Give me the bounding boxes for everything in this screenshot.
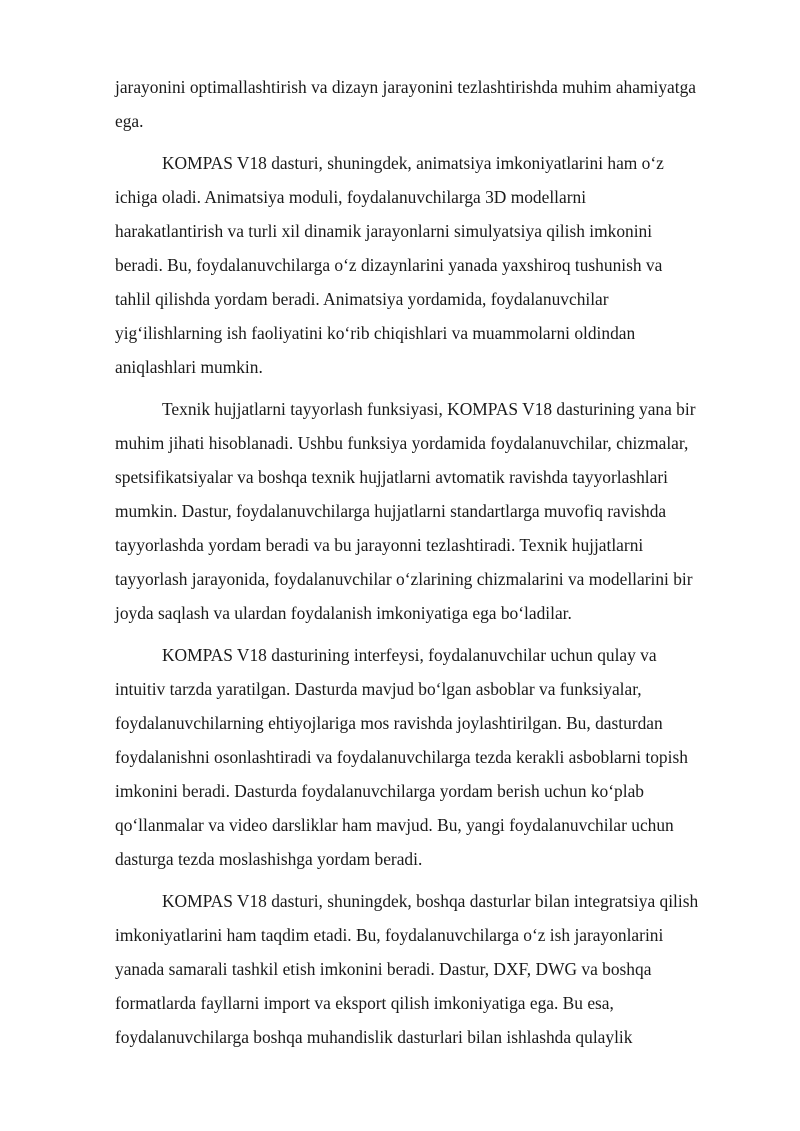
- paragraph-animation: [115, 146, 745, 384]
- text-line: tayyorlash jarayonida, foydalanuvchilar o‘zlarining chizmalarini va modellarini bir: [115, 569, 693, 589]
- text-line: formatlarda fayllarni import va eksport qilish imkoniyatiga ega. Bu esa,: [115, 993, 614, 1013]
- text-line: dasturga tezda moslashishga yordam beradi.: [115, 849, 423, 869]
- text-line: foydalanuvchilarga boshqa muhandislik dasturlari bilan ishlashda qulaylik: [115, 1027, 633, 1047]
- text-line: qo‘llanmalar va video darsliklar ham mavjud. Bu, yangi foydalanuvchilar uchun: [115, 815, 674, 835]
- text-line: KOMPAS V18 dasturi, shuningdek, boshqa dasturlar bilan integratsiya qilish: [162, 891, 699, 911]
- text-line: KOMPAS V18 dasturining interfeysi, foydalanuvchilar uchun qulay va: [162, 645, 657, 665]
- paragraph-continuation: [115, 70, 745, 138]
- text-line: KOMPAS V18 dasturi, shuningdek, animatsiya imkoniyatlarini ham o‘z: [162, 153, 664, 173]
- paragraph-integration: [115, 884, 745, 1054]
- text-line: tahlil qilishda yordam beradi. Animatsiya yordamida, foydalanuvchilar: [115, 289, 609, 309]
- document-page: [115, 70, 745, 1062]
- text-line: tayyorlashda yordam beradi va bu jarayonni tezlashtiradi. Texnik hujjatlarni: [115, 535, 644, 555]
- text-line: intuitiv tarzda yaratilgan. Dasturda mavjud bo‘lgan asboblar va funksiyalar,: [115, 679, 642, 699]
- text-line: ega.: [115, 111, 144, 131]
- text-line: Texnik hujjatlarni tayyorlash funksiyasi, KOMPAS V18 dasturining yana bir: [162, 399, 696, 419]
- paragraph-interface: [115, 638, 745, 876]
- text-line: mumkin. Dastur, foydalanuvchilarga hujjatlarni standartlarga muvofiq ravishda: [115, 501, 667, 521]
- text-line: joyda saqlash va ulardan foydalanish imkoniyatiga ega bo‘ladilar.: [115, 603, 572, 623]
- text-line: beradi. Bu, foydalanuvchilarga o‘z dizaynlarini yanada yaxshiroq tushunish va: [115, 255, 663, 275]
- text-line: imkonini beradi. Dasturda foydalanuvchilarga yordam berish uchun ko‘plab: [115, 781, 644, 801]
- text-line: foydalanishni osonlashtiradi va foydalanuvchilarga tezda kerakli asboblarni topish: [115, 747, 688, 767]
- text-line: muhim jihati hisoblanadi. Ushbu funksiya yordamida foydalanuvchilar, chizmalar,: [115, 433, 689, 453]
- text-line: spetsifikatsiyalar va boshqa texnik hujjatlarni avtomatik ravishda tayyorlashlari: [115, 467, 668, 487]
- paragraph-documentation: [115, 392, 745, 630]
- text-line: ichiga oladi. Animatsiya moduli, foydalanuvchilarga 3D modellarni: [115, 187, 587, 207]
- text-line: imkoniyatlarini ham taqdim etadi. Bu, foydalanuvchilarga o‘z ish jarayonlarini: [115, 925, 664, 945]
- text-line: yig‘ilishlarning ish faoliyatini ko‘rib chiqishlari va muammolarni oldindan: [115, 323, 636, 343]
- text-line: jarayonini optimallashtirish va dizayn jarayonini tezlashtirishda muhim ahamiyatga: [115, 77, 696, 97]
- text-line: foydalanuvchilarning ehtiyojlariga mos ravishda joylashtirilgan. Bu, dasturdan: [115, 713, 663, 733]
- text-line: yanada samarali tashkil etish imkonini beradi. Dastur, DXF, DWG va boshqa: [115, 959, 652, 979]
- text-line: harakatlantirish va turli xil dinamik jarayonlarni simulyatsiya qilish imkonini: [115, 221, 653, 241]
- text-line: aniqlashlari mumkin.: [115, 357, 263, 377]
